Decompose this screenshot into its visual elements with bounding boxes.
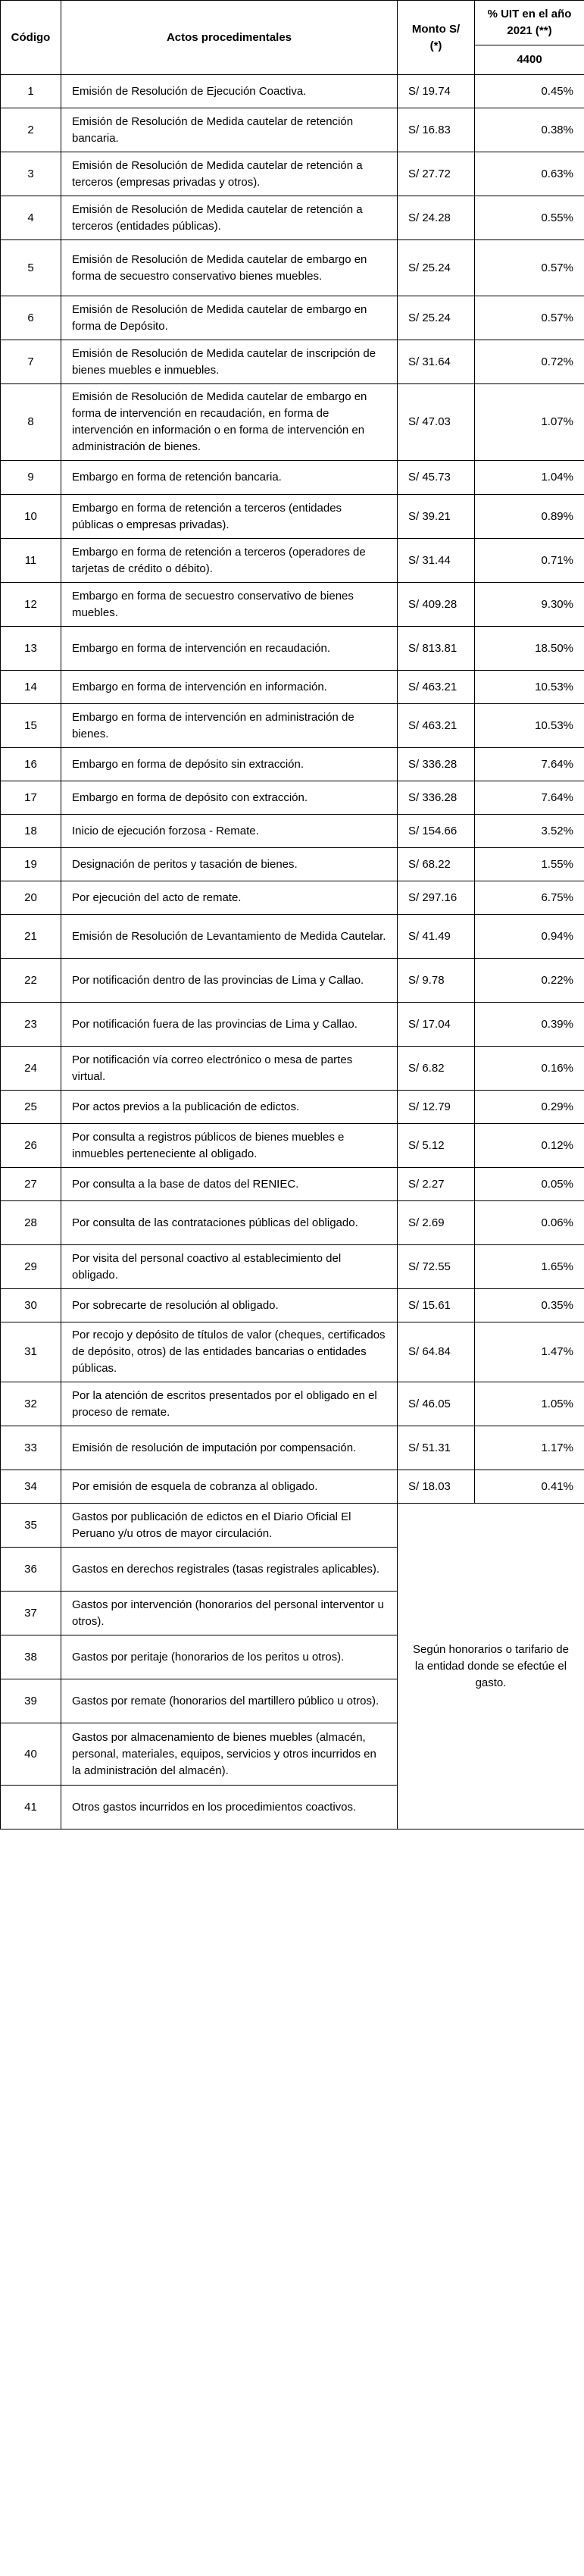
- row-description: Embargo en forma de retención a terceros (operadores de tarjetas de crédito o débito).: [61, 539, 398, 583]
- row-uit-percent: 0.35%: [475, 1289, 584, 1322]
- row-code: 5: [1, 240, 61, 296]
- row-description: Emisión de Resolución de Medida cautelar de inscripción de bienes muebles e inmuebles.: [61, 340, 398, 384]
- row-amount: S/ 2.27: [398, 1168, 475, 1201]
- row-code: 20: [1, 881, 61, 915]
- row-uit-percent: 1.17%: [475, 1426, 584, 1470]
- row-code: 35: [1, 1504, 61, 1548]
- row-code: 13: [1, 627, 61, 671]
- row-amount: S/ 19.74: [398, 75, 475, 108]
- table-row: [1, 1003, 584, 1047]
- row-uit-percent: 0.38%: [475, 108, 584, 152]
- row-description: Gastos por peritaje (honorarios de los peritos u otros).: [61, 1635, 398, 1679]
- row-uit-percent: 1.05%: [475, 1382, 584, 1426]
- row-description: Embargo en forma de retención bancaria.: [61, 461, 398, 495]
- row-description: Por consulta a la base de datos del RENIEC.: [61, 1168, 398, 1201]
- row-description: Por ejecución del acto de remate.: [61, 881, 398, 915]
- row-description: Gastos por intervención (honorarios del personal interventor u otros).: [61, 1592, 398, 1635]
- row-uit-percent: 10.53%: [475, 704, 584, 748]
- row-amount: S/ 15.61: [398, 1289, 475, 1322]
- row-uit-percent: 0.16%: [475, 1047, 584, 1091]
- row-code: 39: [1, 1679, 61, 1723]
- row-code: 29: [1, 1245, 61, 1289]
- row-uit-percent: 0.29%: [475, 1091, 584, 1124]
- row-uit-percent: 7.64%: [475, 781, 584, 815]
- row-description: Gastos en derechos registrales (tasas registrales aplicables).: [61, 1548, 398, 1592]
- row-description: Emisión de Resolución de Medida cautelar de retención bancaria.: [61, 108, 398, 152]
- header-description: Actos procedimentales: [61, 1, 398, 75]
- row-amount: S/ 68.22: [398, 848, 475, 881]
- row-uit-percent: 1.55%: [475, 848, 584, 881]
- row-description: Emisión de Resolución de Medida cautelar de embargo en forma de Depósito.: [61, 296, 398, 340]
- row-code: 40: [1, 1723, 61, 1786]
- row-code: 28: [1, 1201, 61, 1245]
- row-amount: S/ 24.28: [398, 196, 475, 240]
- row-description: Por sobrecarte de resolución al obligado.: [61, 1289, 398, 1322]
- table-row: [1, 240, 584, 296]
- row-description: Emisión de Resolución de Medida cautelar de embargo en forma de secuestro conservativo bienes muebles.: [61, 240, 398, 296]
- row-description: Por recojo y depósito de títulos de valor (cheques, certificados de depósito, otros) de las entidades bancarias o entidades públicas.: [61, 1322, 398, 1382]
- row-amount: S/ 25.24: [398, 240, 475, 296]
- table-row: [1, 881, 584, 915]
- table-row: [1, 1124, 584, 1168]
- row-description: Gastos por publicación de edictos en el Diario Oficial El Peruano y/u otros de mayor circulación.: [61, 1504, 398, 1548]
- header-uit-percent: % UIT en el año 2021 (**): [475, 1, 584, 45]
- row-uit-percent: 0.71%: [475, 539, 584, 583]
- row-uit-percent: 1.04%: [475, 461, 584, 495]
- table-row: [1, 108, 584, 152]
- row-description: Por consulta de las contrataciones públicas del obligado.: [61, 1201, 398, 1245]
- table-row: [1, 915, 584, 959]
- row-code: 25: [1, 1091, 61, 1124]
- row-uit-percent: 0.45%: [475, 75, 584, 108]
- row-code: 34: [1, 1470, 61, 1504]
- row-uit-percent: 18.50%: [475, 627, 584, 671]
- row-description: Emisión de Resolución de Medida cautelar de retención a terceros (entidades públicas).: [61, 196, 398, 240]
- header-row: [1, 1, 584, 45]
- row-amount: S/ 41.49: [398, 915, 475, 959]
- row-code: 2: [1, 108, 61, 152]
- row-description: Emisión de Resolución de Medida cautelar de embargo en forma de intervención en recaudación, en forma de intervención en información o en forma de intervención en administración de bienes.: [61, 384, 398, 461]
- row-code: 12: [1, 583, 61, 627]
- table-row: [1, 1091, 584, 1124]
- row-uit-percent: 0.22%: [475, 959, 584, 1003]
- row-description: Emisión de Resolución de Ejecución Coactiva.: [61, 75, 398, 108]
- table-row: [1, 1322, 584, 1382]
- table-row: [1, 539, 584, 583]
- row-uit-percent: 1.07%: [475, 384, 584, 461]
- row-code: 3: [1, 152, 61, 196]
- row-uit-percent: 0.39%: [475, 1003, 584, 1047]
- row-uit-percent: 7.64%: [475, 748, 584, 781]
- row-code: 23: [1, 1003, 61, 1047]
- row-amount: S/ 336.28: [398, 748, 475, 781]
- table-row: [1, 627, 584, 671]
- row-uit-percent: 0.12%: [475, 1124, 584, 1168]
- table-row: [1, 495, 584, 539]
- row-amount: S/ 17.04: [398, 1003, 475, 1047]
- row-uit-percent: 0.06%: [475, 1201, 584, 1245]
- row-uit-percent: 9.30%: [475, 583, 584, 627]
- row-uit-percent: 0.72%: [475, 340, 584, 384]
- row-uit-percent: 0.89%: [475, 495, 584, 539]
- row-amount: S/ 45.73: [398, 461, 475, 495]
- row-code: 17: [1, 781, 61, 815]
- row-code: 7: [1, 340, 61, 384]
- row-amount: S/ 39.21: [398, 495, 475, 539]
- row-code: 10: [1, 495, 61, 539]
- row-code: 31: [1, 1322, 61, 1382]
- expense-note: Según honorarios o tarifario de la entidad donde se efectúe el gasto.: [398, 1504, 584, 1829]
- row-description: Gastos por remate (honorarios del martillero público u otros).: [61, 1679, 398, 1723]
- header-uit-value: 4400: [475, 45, 584, 75]
- row-code: 27: [1, 1168, 61, 1201]
- row-uit-percent: 0.63%: [475, 152, 584, 196]
- fees-table-body: [1, 75, 584, 1829]
- row-amount: S/ 46.05: [398, 1382, 475, 1426]
- row-amount: S/ 72.55: [398, 1245, 475, 1289]
- row-code: 36: [1, 1548, 61, 1592]
- row-uit-percent: 1.65%: [475, 1245, 584, 1289]
- table-row: [1, 1201, 584, 1245]
- row-description: Emisión de resolución de imputación por compensación.: [61, 1426, 398, 1470]
- row-code: 38: [1, 1635, 61, 1679]
- table-row: [1, 815, 584, 848]
- row-description: Embargo en forma de depósito sin extracción.: [61, 748, 398, 781]
- table-row: [1, 384, 584, 461]
- row-uit-percent: 0.41%: [475, 1470, 584, 1504]
- row-description: Emisión de Resolución de Levantamiento de Medida Cautelar.: [61, 915, 398, 959]
- row-code: 32: [1, 1382, 61, 1426]
- header-code: Código: [1, 1, 61, 75]
- row-amount: S/ 297.16: [398, 881, 475, 915]
- row-amount: S/ 31.64: [398, 340, 475, 384]
- row-uit-percent: 3.52%: [475, 815, 584, 848]
- row-uit-percent: 0.57%: [475, 296, 584, 340]
- table-row: [1, 1168, 584, 1201]
- row-code: 24: [1, 1047, 61, 1091]
- row-amount: S/ 25.24: [398, 296, 475, 340]
- row-description: Embargo en forma de secuestro conservativo de bienes muebles.: [61, 583, 398, 627]
- row-amount: S/ 336.28: [398, 781, 475, 815]
- row-description: Gastos por almacenamiento de bienes muebles (almacén, personal, materiales, equipos, servicios y otros incurridos en la administración del almacén).: [61, 1723, 398, 1786]
- table-row: [1, 848, 584, 881]
- row-amount: S/ 16.83: [398, 108, 475, 152]
- row-code: 30: [1, 1289, 61, 1322]
- row-description: Por notificación dentro de las provincias de Lima y Callao.: [61, 959, 398, 1003]
- row-uit-percent: 10.53%: [475, 671, 584, 704]
- row-description: Por emisión de esquela de cobranza al obligado.: [61, 1470, 398, 1504]
- row-code: 1: [1, 75, 61, 108]
- row-description: Por la atención de escritos presentados por el obligado en el proceso de remate.: [61, 1382, 398, 1426]
- row-amount: S/ 5.12: [398, 1124, 475, 1168]
- row-amount: S/ 31.44: [398, 539, 475, 583]
- row-description: Embargo en forma de retención a terceros (entidades públicas o empresas privadas).: [61, 495, 398, 539]
- row-uit-percent: 1.47%: [475, 1322, 584, 1382]
- row-description: Embargo en forma de intervención en administración de bienes.: [61, 704, 398, 748]
- row-code: 15: [1, 704, 61, 748]
- row-code: 8: [1, 384, 61, 461]
- row-amount: S/ 813.81: [398, 627, 475, 671]
- row-code: 11: [1, 539, 61, 583]
- table-row: [1, 781, 584, 815]
- row-code: 18: [1, 815, 61, 848]
- row-amount: S/ 12.79: [398, 1091, 475, 1124]
- row-uit-percent: 0.55%: [475, 196, 584, 240]
- header-amount: Monto S/ (*): [398, 1, 475, 75]
- row-description: Por consulta a registros públicos de bienes muebles e inmuebles perteneciente al obligado.: [61, 1124, 398, 1168]
- row-amount: S/ 463.21: [398, 671, 475, 704]
- table-row: [1, 1426, 584, 1470]
- table-row: [1, 1470, 584, 1504]
- row-amount: S/ 2.69: [398, 1201, 475, 1245]
- row-code: 9: [1, 461, 61, 495]
- row-amount: S/ 64.84: [398, 1322, 475, 1382]
- row-amount: S/ 27.72: [398, 152, 475, 196]
- row-uit-percent: 0.57%: [475, 240, 584, 296]
- table-row: [1, 340, 584, 384]
- table-row: [1, 671, 584, 704]
- row-description: Designación de peritos y tasación de bienes.: [61, 848, 398, 881]
- row-uit-percent: 0.94%: [475, 915, 584, 959]
- table-row: [1, 1289, 584, 1322]
- row-description: Por visita del personal coactivo al establecimiento del obligado.: [61, 1245, 398, 1289]
- row-description: Por notificación fuera de las provincias de Lima y Callao.: [61, 1003, 398, 1047]
- row-description: Por notificación vía correo electrónico o mesa de partes virtual.: [61, 1047, 398, 1091]
- table-row: [1, 959, 584, 1003]
- row-description: Embargo en forma de intervención en recaudación.: [61, 627, 398, 671]
- row-amount: S/ 6.82: [398, 1047, 475, 1091]
- row-uit-percent: 0.05%: [475, 1168, 584, 1201]
- row-amount: S/ 463.21: [398, 704, 475, 748]
- table-row: [1, 1245, 584, 1289]
- table-row: [1, 461, 584, 495]
- row-description: Otros gastos incurridos en los procedimientos coactivos.: [61, 1786, 398, 1829]
- table-row: [1, 75, 584, 108]
- table-row: [1, 196, 584, 240]
- row-amount: S/ 18.03: [398, 1470, 475, 1504]
- table-row: [1, 1047, 584, 1091]
- table-row: [1, 583, 584, 627]
- row-amount: S/ 154.66: [398, 815, 475, 848]
- table-row: [1, 1382, 584, 1426]
- row-amount: S/ 51.31: [398, 1426, 475, 1470]
- row-amount: S/ 47.03: [398, 384, 475, 461]
- row-code: 4: [1, 196, 61, 240]
- row-amount: S/ 409.28: [398, 583, 475, 627]
- row-code: 21: [1, 915, 61, 959]
- row-code: 14: [1, 671, 61, 704]
- table-row: [1, 152, 584, 196]
- row-description: Embargo en forma de depósito con extracción.: [61, 781, 398, 815]
- row-code: 26: [1, 1124, 61, 1168]
- row-code: 16: [1, 748, 61, 781]
- row-amount: S/ 9.78: [398, 959, 475, 1003]
- row-code: 33: [1, 1426, 61, 1470]
- table-row: [1, 296, 584, 340]
- row-description: Inicio de ejecución forzosa - Remate.: [61, 815, 398, 848]
- row-description: Embargo en forma de intervención en información.: [61, 671, 398, 704]
- row-uit-percent: 6.75%: [475, 881, 584, 915]
- row-code: 41: [1, 1786, 61, 1829]
- table-row: [1, 748, 584, 781]
- table-row: [1, 1504, 584, 1548]
- row-code: 37: [1, 1592, 61, 1635]
- row-code: 6: [1, 296, 61, 340]
- row-code: 19: [1, 848, 61, 881]
- table-row: [1, 704, 584, 748]
- row-description: Emisión de Resolución de Medida cautelar de retención a terceros (empresas privadas y otros).: [61, 152, 398, 196]
- row-description: Por actos previos a la publicación de edictos.: [61, 1091, 398, 1124]
- row-code: 22: [1, 959, 61, 1003]
